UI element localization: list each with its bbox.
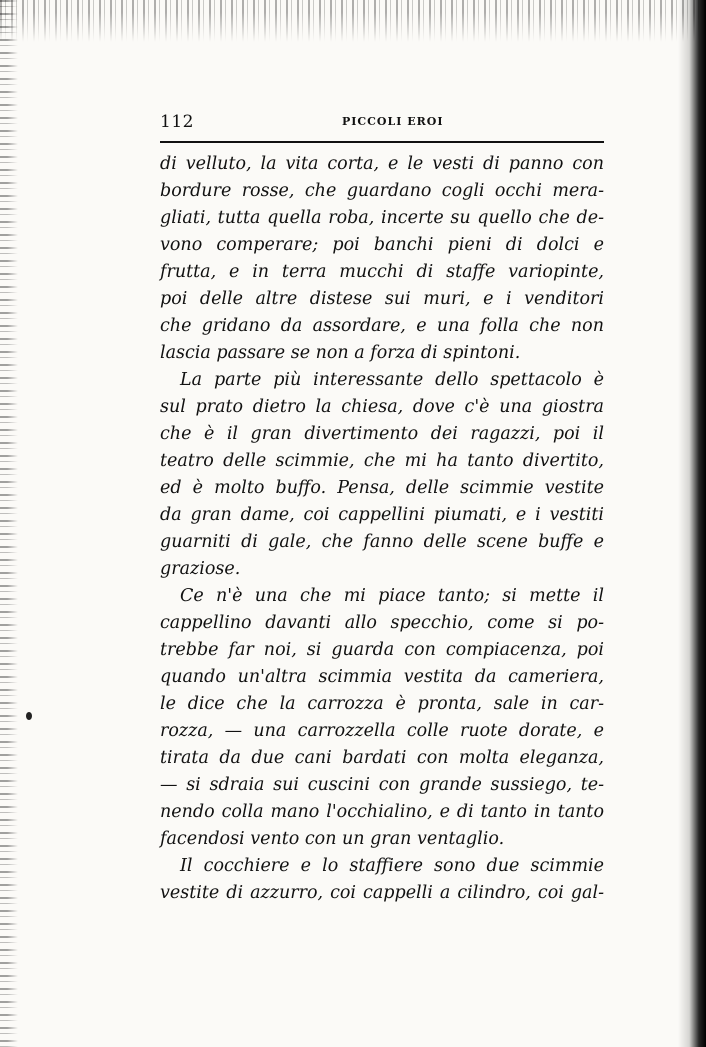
text-line: teatro delle scimmie, che mi ha tanto divertito, [160, 451, 604, 471]
text-line: trebbe far noi, si guarda con compiacenza, poi [160, 640, 604, 660]
text-line: che gridano da assordare, e una folla che non [160, 316, 604, 336]
text-line: bordure rosse, che guardano cogli occhi mera- [160, 181, 604, 201]
text-line: gliati, tutta quella roba, incerte su quello che de- [160, 208, 604, 228]
text-line: lascia passare se non a forza di spintoni. [160, 343, 521, 363]
scan-left-edge [0, 0, 18, 1047]
text-line: di velluto, la vita corta, e le vesti di panno con [160, 154, 604, 174]
ink-speck [26, 712, 32, 720]
text-line: guarniti di gale, che fanno delle scene buffe e [160, 532, 604, 552]
text-line: tirata da due cani bardati con molta eleganza, [160, 748, 604, 768]
text-line: sul prato dietro la chiesa, dove c'è una giostra [160, 397, 604, 417]
scan-top-edge [0, 0, 706, 42]
text-line: da gran dame, coi cappellini piumati, e i vestiti [160, 505, 604, 525]
running-head-title: PICCOLI EROI [342, 115, 444, 128]
page-number: 112 [160, 112, 194, 132]
text-line: nendo colla mano l'occhialino, e di tanto in tanto [160, 802, 604, 822]
text-line: le dice che la carrozza è pronta, sale in car- [160, 694, 604, 714]
text-line: Ce n'è una che mi piace tanto; si mette il [180, 586, 604, 606]
text-line: frutta, e in terra mucchi di staffe variopinte, [160, 262, 604, 282]
text-line: vono comperare; poi banchi pieni di dolci e [160, 235, 604, 255]
text-line: che è il gran divertimento dei ragazzi, poi il [160, 424, 604, 444]
text-line: La parte più interessante dello spettacolo è [180, 370, 604, 390]
text-line: cappellino davanti allo specchio, come si po- [160, 613, 604, 633]
text-line: graziose. [160, 559, 241, 579]
body-text [160, 151, 604, 907]
text-line: vestite di azzurro, coi cappelli a cilindro, coi gal- [160, 883, 604, 903]
text-line: — si sdraia sui cuscini con grande sussiego, te- [160, 775, 604, 795]
header-rule [160, 141, 604, 143]
scan-right-edge [678, 0, 706, 1047]
text-line: poi delle altre distese sui muri, e i venditori [160, 289, 604, 309]
text-line: quando un'altra scimmia vestita da cameriera, [160, 667, 604, 687]
text-line: ed è molto buffo. Pensa, delle scimmie vestite [160, 478, 604, 498]
text-line: facendosi vento con un gran ventaglio. [160, 829, 505, 849]
text-line: Il cocchiere e lo staffiere sono due scimmie [180, 856, 604, 876]
page-header [160, 112, 604, 136]
text-line: rozza, — una carrozzella colle ruote dorate, e [160, 721, 604, 741]
